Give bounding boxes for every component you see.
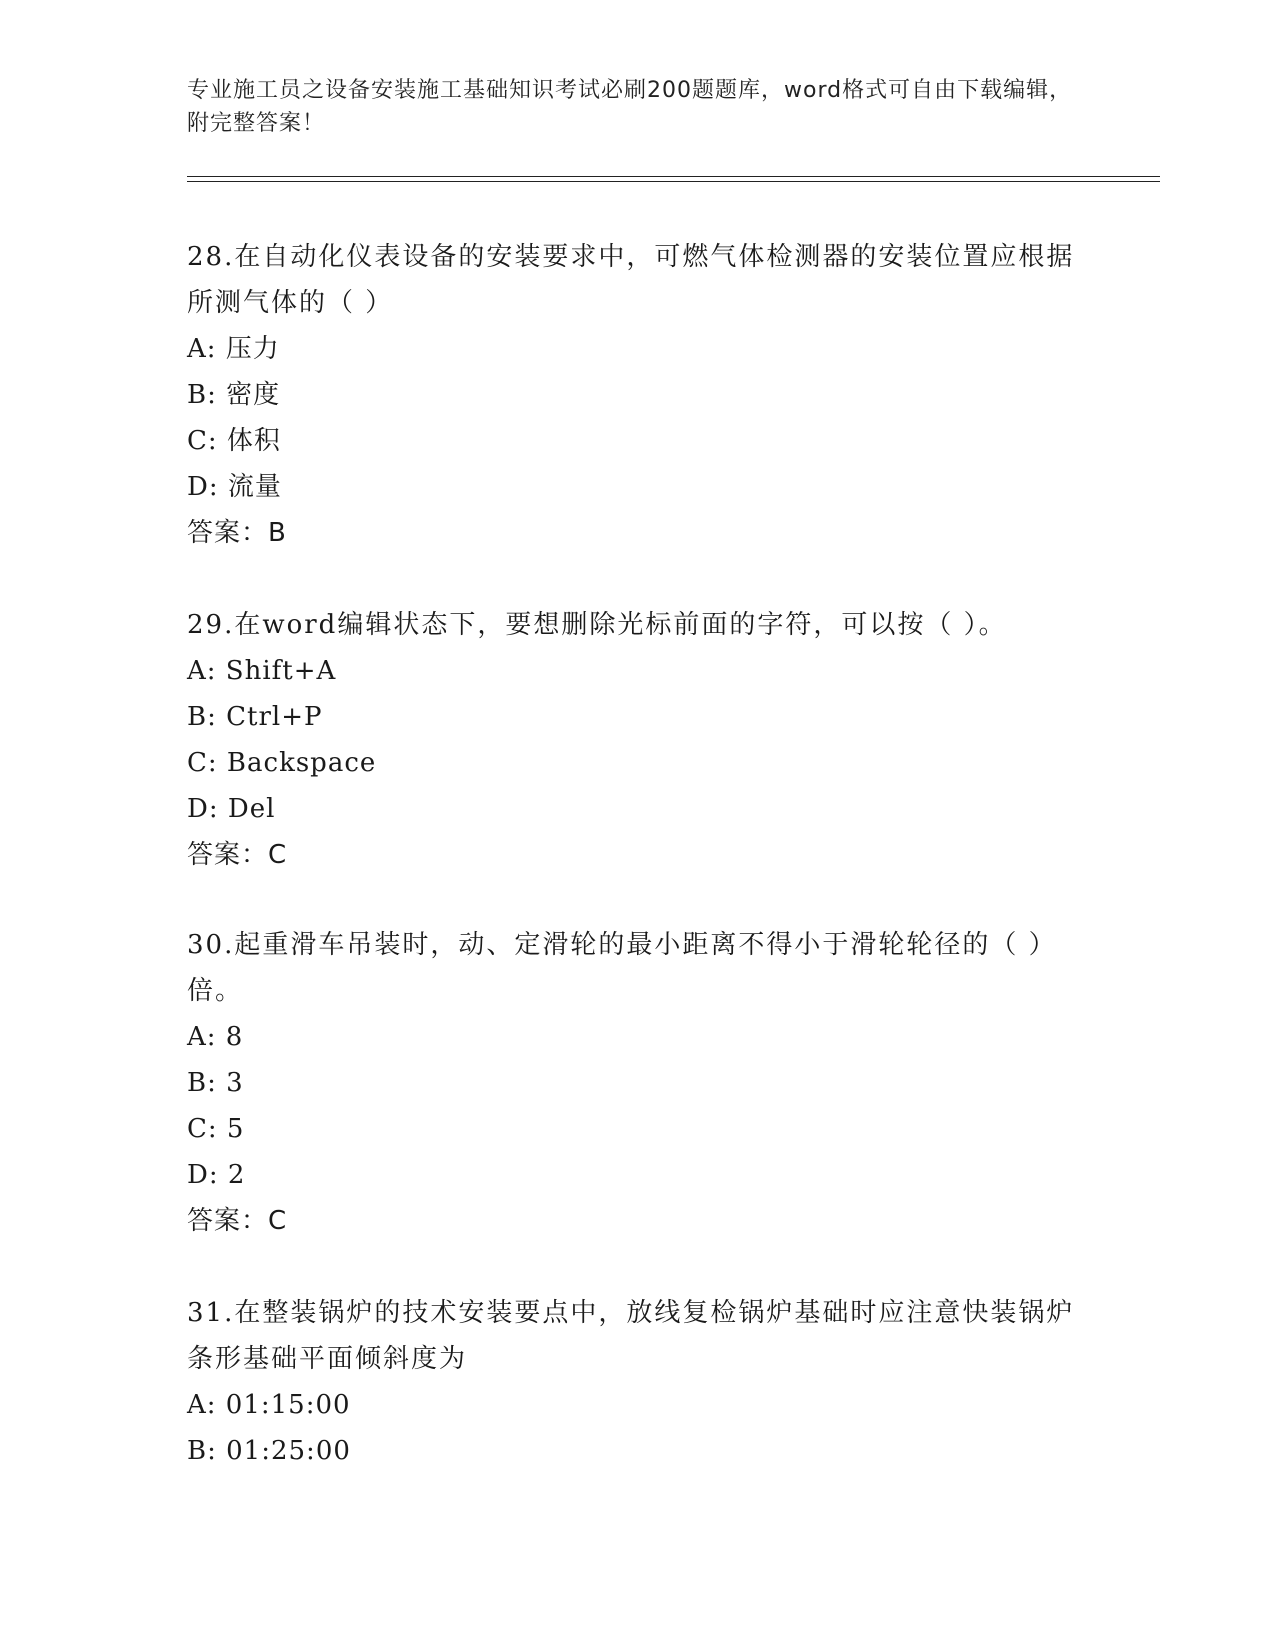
option-a: A: 8	[187, 1022, 244, 1052]
option-d: D: 2	[187, 1160, 246, 1190]
header-divider-bottom	[187, 181, 1160, 182]
header-divider-top	[187, 176, 1160, 177]
question-stem: 28.在自动化仪表设备的安装要求中，可燃气体检测器的安装位置应根据所测气体的（ ）	[187, 242, 1075, 318]
option-b: B: 01:25:00	[187, 1436, 351, 1466]
option-b: B: 3	[187, 1068, 244, 1098]
option-c: C: Backspace	[187, 748, 377, 778]
option-b: B: 密度	[187, 380, 281, 410]
question-30	[187, 922, 1087, 1244]
answer: 答案：C	[187, 1206, 288, 1236]
option-a: A: Shift+A	[187, 656, 337, 686]
option-a: A: 01:15:00	[187, 1390, 351, 1420]
document-header: 专业施工员之设备安装施工基础知识考试必刷200题题库，word格式可自由下载编辑，附完整答案！	[187, 78, 1073, 136]
question-stem: 30.起重滑车吊装时，动、定滑轮的最小距离不得小于滑轮轮径的（ ）倍。	[187, 930, 1057, 1006]
option-b: B: Ctrl+P	[187, 702, 323, 732]
question-28	[187, 234, 1087, 556]
question-29	[187, 602, 1087, 878]
answer: 答案：C	[187, 840, 288, 870]
option-c: C: 5	[187, 1114, 245, 1144]
option-a: A: 压力	[187, 334, 280, 364]
option-c: C: 体积	[187, 426, 281, 456]
answer: 答案：B	[187, 518, 287, 548]
question-stem: 29.在word编辑状态下，要想删除光标前面的字符，可以按（ ）。	[187, 610, 1007, 640]
question-31	[187, 1290, 1087, 1474]
question-stem: 31.在整装锅炉的技术安装要点中，放线复检锅炉基础时应注意快装锅炉条形基础平面倾斜度为	[187, 1298, 1075, 1374]
option-d: D: 流量	[187, 472, 282, 502]
option-d: D: Del	[187, 794, 276, 824]
